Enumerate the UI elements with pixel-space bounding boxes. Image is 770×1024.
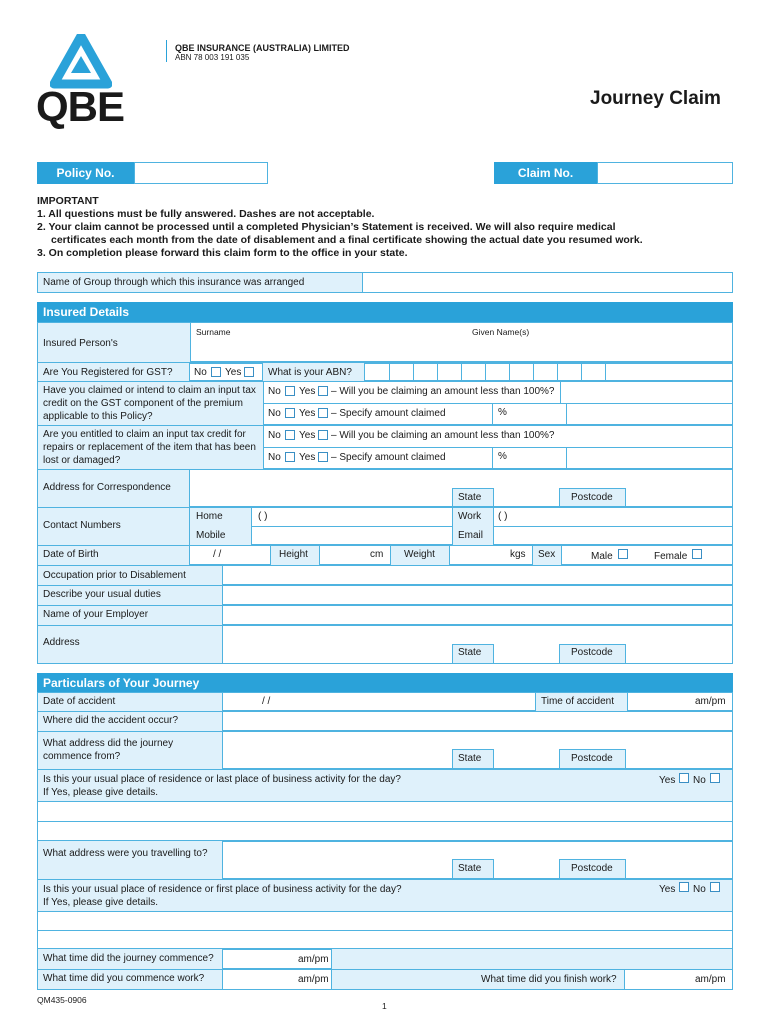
residence-2-no-checkbox[interactable] [710,882,720,892]
insured-details-header: Insured Details [37,302,733,322]
residence-1-no-checkbox[interactable] [710,773,720,783]
work-phone-label: Work [458,511,482,522]
repair-specify-yes-checkbox[interactable] [318,452,328,462]
home-phone-field[interactable]: ( ) [258,511,268,522]
company-name: QBE INSURANCE (AUSTRALIA) LIMITED [175,43,350,53]
work-finish-ampm: am/pm [695,974,726,985]
travel-postcode-label: Postcode [571,863,613,874]
important-line-2: 2. Your claim cannot be processed until a completed Physician’s Statement is received. We will also require medical [37,221,616,233]
important-line-2b: certificates each month from the date of disablement and a final certificate showing the actual date you resumed work. [51,234,643,246]
credit-specify-yes-checkbox[interactable] [318,408,328,418]
page-number: 1 [382,1001,387,1011]
gst-yes-checkbox[interactable] [244,367,254,377]
employer-field[interactable] [222,605,733,625]
credit-less100-question: – Will you be claiming an amount less than 100%? [331,386,555,397]
logo-wordmark: QBE [36,83,125,130]
correspondence-address-label: Address for Correspondence [43,482,171,493]
repair-specify-label: – Specify amount claimed [331,452,446,463]
repair-yes-checkbox[interactable] [318,430,328,440]
credit-specify-yes-label: Yes [299,408,316,419]
journey-start-time-label: What time did the journey commence? [43,953,214,964]
credit-no-checkbox[interactable] [285,386,295,396]
male-checkbox[interactable] [618,549,628,559]
residence-2-yes-checkbox[interactable] [679,882,689,892]
credit-specify-label: – Specify amount claimed [331,408,446,419]
accident-date-label: Date of accident [43,696,116,707]
work-start-time-label: What time did you commence work? [43,973,205,984]
repair-specify-yes-label: Yes [299,452,316,463]
residence-details-prompt-2: If Yes, please give details. [43,897,159,908]
claim-number-field[interactable] [597,162,733,184]
weight-unit: kgs [510,549,526,560]
gst-yes-label: Yes [225,367,242,378]
policy-label: Policy No. [37,162,134,184]
occupation-field[interactable] [222,565,733,585]
insured-person-label: Insured Person's [43,338,118,349]
work-finish-time-label: What time did you finish work? [481,974,617,985]
employer-postcode-label: Postcode [571,647,613,658]
residence-details-prompt-1: If Yes, please give details. [43,787,159,798]
employer-label: Name of your Employer [43,609,149,620]
residence-1-yes-checkbox[interactable] [679,773,689,783]
weight-label: Weight [404,549,435,560]
repair-no-checkbox[interactable] [285,430,295,440]
journey-start-ampm: am/pm [298,954,329,965]
accident-date-field[interactable]: / / [262,696,271,707]
abn-field[interactable] [364,363,733,381]
company-abn: ABN 78 003 191 035 [175,53,250,62]
page-title: Journey Claim [590,88,721,109]
given-names-label: Given Name(s) [472,327,530,337]
residence-2-no-label: No [693,884,706,895]
credit-no-label: No [268,386,281,397]
repair-specify-no-checkbox[interactable] [285,452,295,462]
home-phone-label: Home [196,511,223,522]
female-checkbox[interactable] [692,549,702,559]
abn-question: What is your ABN? [268,367,352,378]
work-start-ampm: am/pm [298,974,329,985]
accident-time-label: Time of accident [541,696,614,707]
accident-location-label: Where did the accident occur? [43,715,179,726]
accident-location-field[interactable] [222,711,733,731]
gst-no-label: No [194,367,207,378]
occupation-label: Occupation prior to Disablement [43,570,186,581]
female-label: Female [654,551,688,562]
gst-question: Are You Registered for GST? [43,367,173,378]
group-label: Name of Group through which this insurance was arranged [43,277,305,288]
credit-percent: % [498,407,507,418]
important-heading: IMPORTANT [37,195,99,207]
employer-state-label: State [458,647,482,658]
employer-address-label: Address [43,637,80,648]
commence-state-label: State [458,753,482,764]
height-unit: cm [370,549,384,560]
residence-1-yes-label: Yes [659,775,676,786]
residence-question-2: Is this your usual place of residence or first place of business activity for the day? [43,884,402,895]
male-label: Male [591,551,613,562]
group-label-cell [37,272,363,293]
residence-question-1: Is this your usual place of residence or last place of business activity for the day? [43,774,401,785]
commence-postcode-label: Postcode [571,753,613,764]
correspondence-state-label: State [458,492,482,503]
form-code: QM435-0906 [37,995,87,1005]
accident-time-ampm[interactable]: am/pm [695,696,726,707]
repair-percent: % [498,451,507,462]
tax-credit-question: Have you claimed or intend to claim an input tax credit on the GST component of the premium applicable to this Policy? [43,385,256,422]
residence-2-yes-label: Yes [659,884,676,895]
insured-name-field[interactable] [190,322,733,362]
surname-label: Surname [196,327,231,337]
correspondence-postcode-label: Postcode [571,492,613,503]
email-label: Email [458,530,484,541]
travel-state-label: State [458,863,482,874]
dob-field[interactable]: / / [213,549,222,560]
repair-no-label: No [268,430,281,441]
gst-no-checkbox[interactable] [211,367,221,377]
credit-specify-no-label: No [268,408,281,419]
repair-less100-question: – Will you be claiming an amount less than 100%? [331,430,555,441]
claim-label: Claim No. [494,162,597,184]
contact-numbers-label: Contact Numbers [43,520,121,531]
policy-number-field[interactable] [134,162,268,184]
important-line-1: 1. All questions must be fully answered. Dashes are not acceptable. [37,208,375,220]
mobile-label: Mobile [196,530,226,541]
credit-yes-checkbox[interactable] [318,386,328,396]
work-phone-field[interactable]: ( ) [498,511,508,522]
credit-yes-label: Yes [299,386,316,397]
dob-label: Date of Birth [43,549,99,560]
duties-field[interactable] [222,585,733,605]
duties-label: Describe your usual duties [43,589,161,600]
journey-header: Particulars of Your Journey [37,673,733,693]
repair-yes-label: Yes [299,430,316,441]
group-name-field[interactable] [362,272,733,293]
qbe-logo-icon [50,34,112,90]
repair-specify-no-label: No [268,452,281,463]
residence-1-no-label: No [693,775,706,786]
important-line-3: 3. On completion please forward this claim form to the office in your state. [37,247,408,259]
credit-specify-no-checkbox[interactable] [285,408,295,418]
repair-credit-question: Are you entitled to claim an input tax credit for repairs or replacement of the item that has been lost or damaged? [43,429,256,466]
sex-label: Sex [538,549,556,560]
travel-to-label: What address were you travelling to? [43,848,208,859]
commence-from-label: What address did the journey commence from? [43,738,174,762]
height-label: Height [279,549,308,560]
